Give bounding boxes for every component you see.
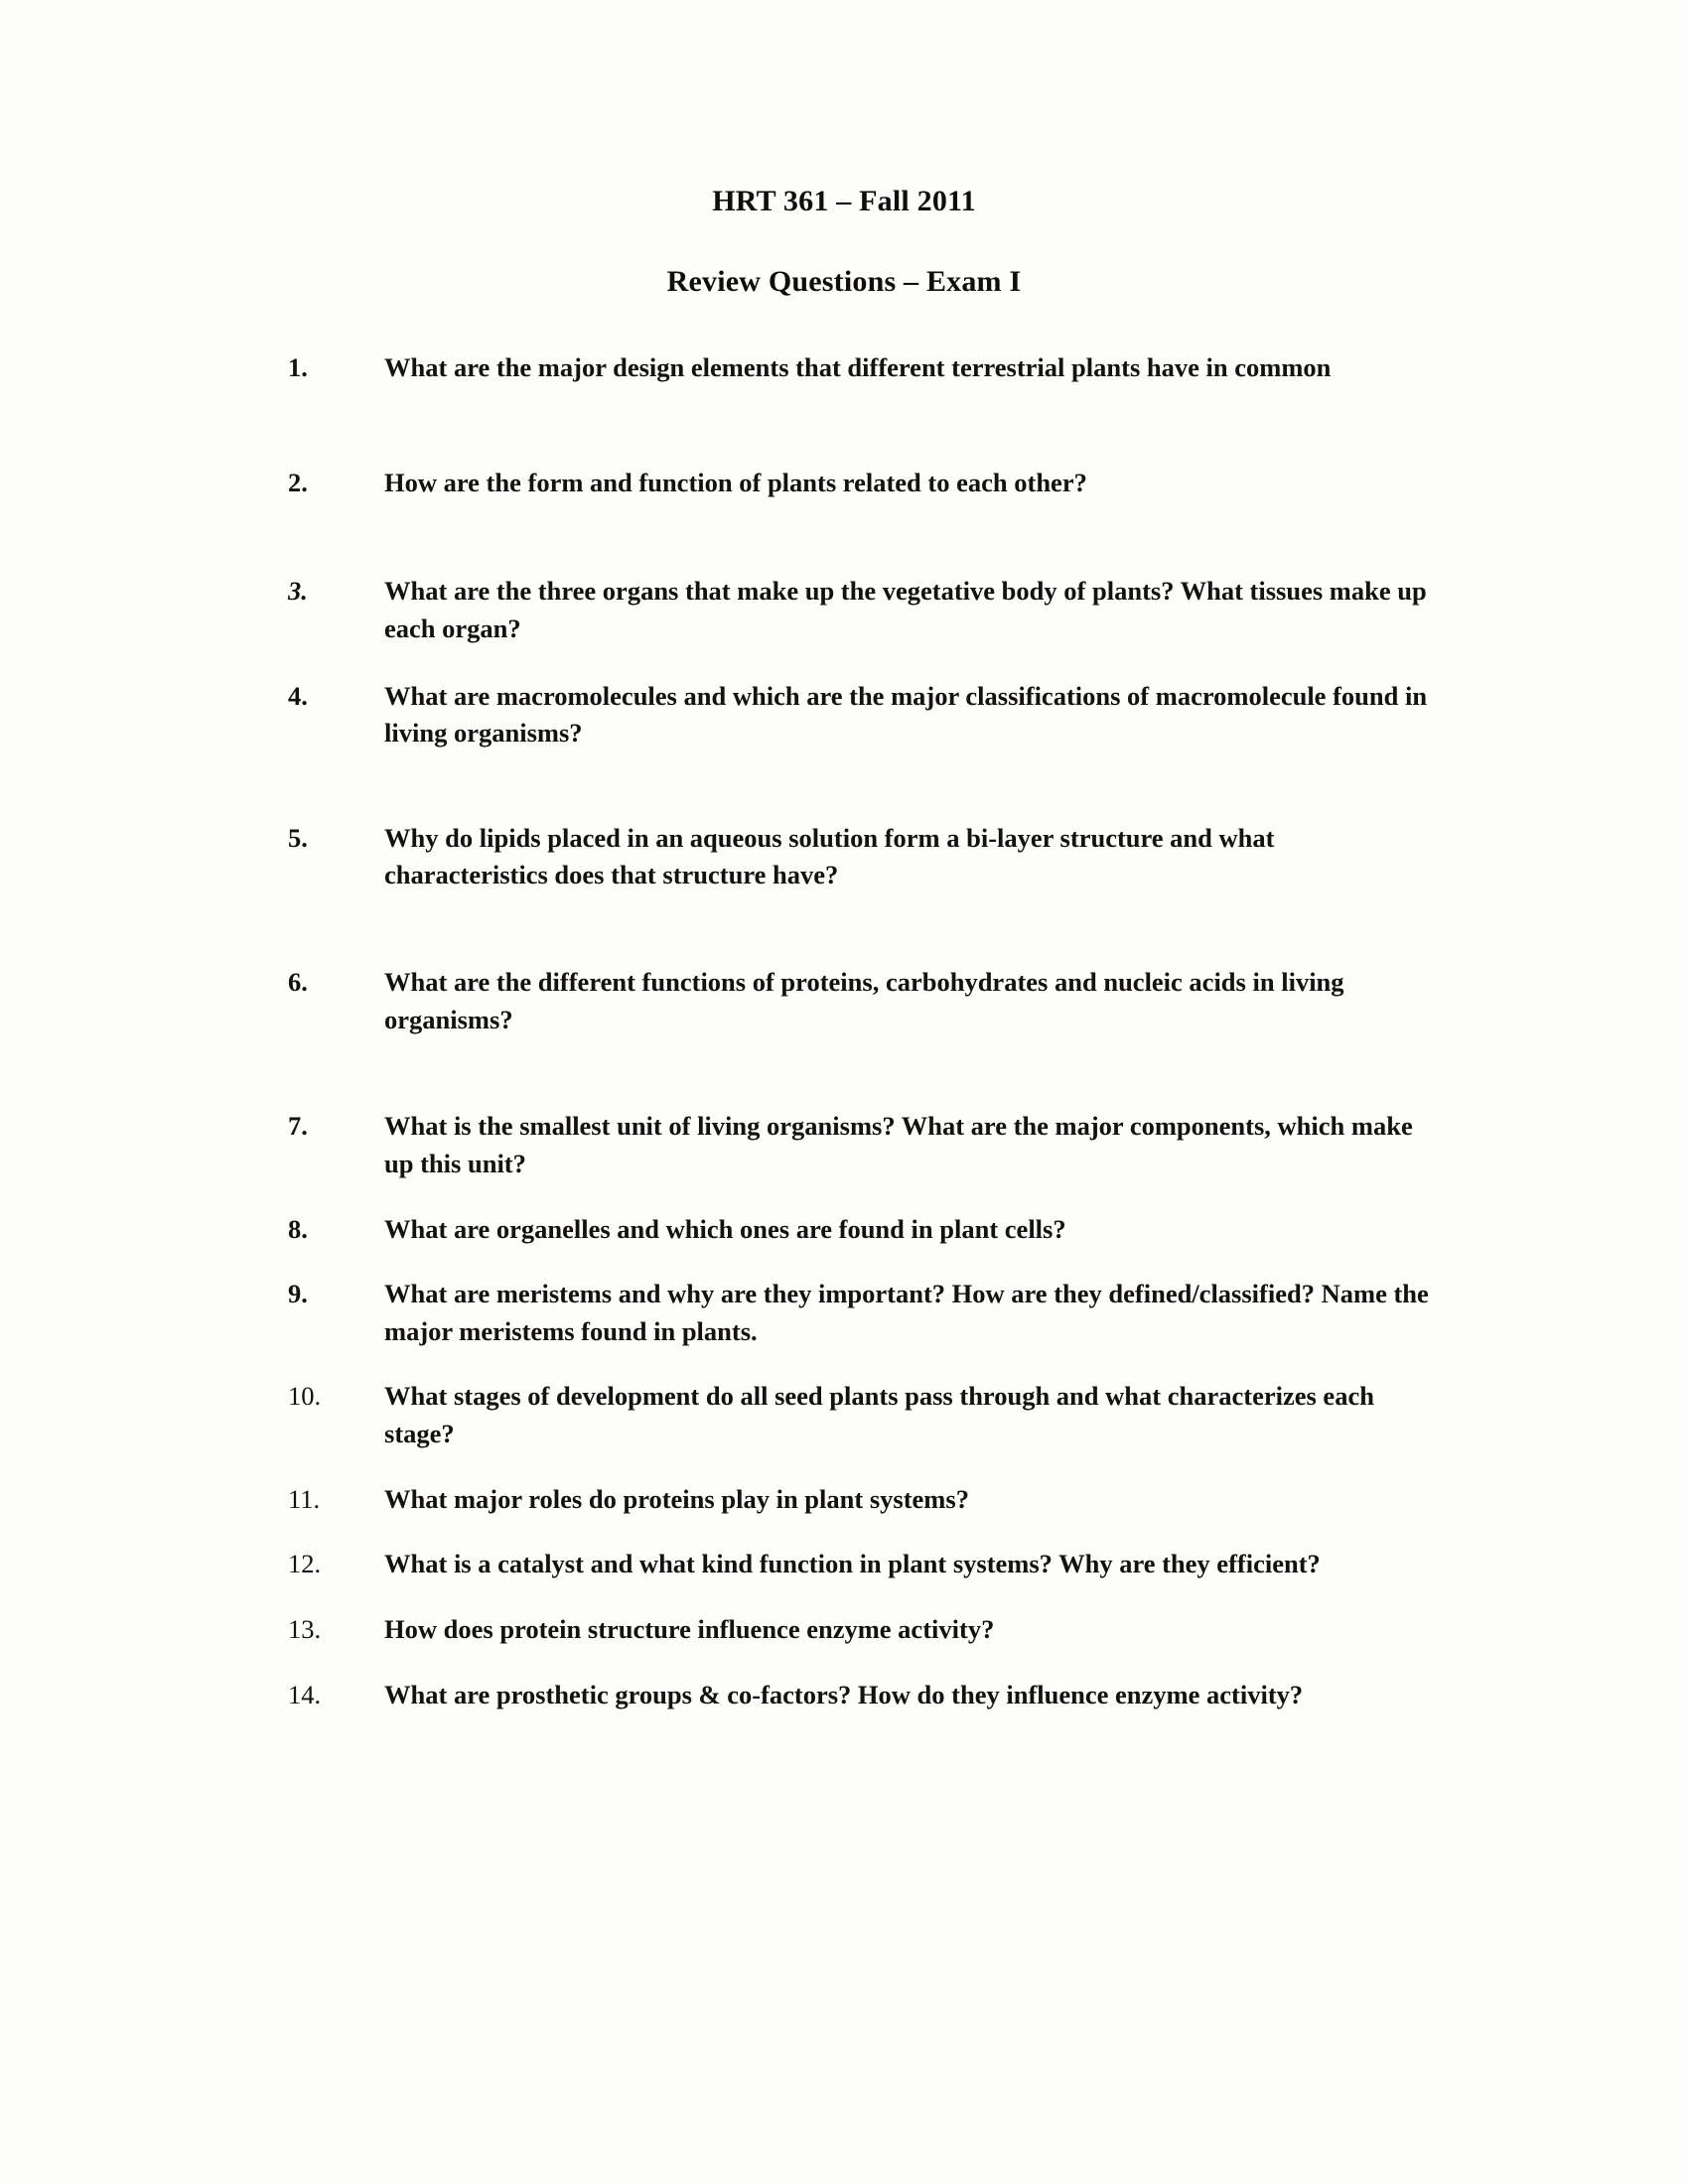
question-text: How are the form and function of plants related to each other? — [384, 467, 1087, 497]
question-item — [288, 1108, 1440, 1182]
question-text: What stages of development do all seed plants pass through and what characterizes each stage? — [384, 1381, 1374, 1448]
question-item — [288, 678, 1440, 752]
question-number: 4. — [288, 680, 308, 711]
question-item — [288, 964, 1440, 1038]
question-text: What are the different functions of proteins, carbohydrates and nucleic acids in living organisms? — [384, 967, 1344, 1034]
question-text: What is a catalyst and what kind function in plant systems? Why are they efficient? — [384, 1549, 1321, 1579]
question-number: 7. — [288, 1111, 308, 1142]
question-item — [288, 1276, 1440, 1350]
question-number: 13. — [288, 1613, 322, 1644]
question-item — [288, 465, 1440, 502]
page-subtitle: Review Questions – Exam I — [666, 265, 1022, 298]
question-number: 11. — [288, 1483, 321, 1514]
question-text: Why do lipids placed in an aqueous solution form a bi-layer structure and what characteristics does that structure have? — [384, 822, 1275, 890]
question-number: 1. — [288, 352, 308, 382]
question-list — [0, 349, 1688, 1713]
question-text: What are prosthetic groups & co-factors? How do they influence enzyme activity? — [384, 1679, 1304, 1709]
question-item — [288, 1677, 1440, 1714]
question-text: What are organelles and which ones are found in plant cells? — [384, 1213, 1066, 1244]
question-item — [288, 1611, 1440, 1649]
document-header — [0, 0, 1688, 300]
question-number: 10. — [288, 1381, 322, 1412]
question-number: 2. — [288, 467, 308, 497]
question-item — [288, 573, 1440, 647]
question-text: What are meristems and why are they important? How are they defined/classified? Name the major meristems found in plants. — [384, 1279, 1429, 1346]
question-text: What major roles do proteins play in plant systems? — [384, 1483, 969, 1514]
question-number: 5. — [288, 822, 308, 853]
question-text: What are the major design elements that different terrestrial plants have in common — [384, 352, 1332, 382]
question-item — [288, 1211, 1440, 1249]
question-number: 3. — [288, 576, 308, 607]
question-text: How does protein structure influence enzyme activity? — [384, 1613, 995, 1644]
question-item — [288, 1378, 1440, 1452]
question-number: 6. — [288, 967, 308, 997]
question-number: 9. — [288, 1279, 308, 1309]
question-item — [288, 820, 1440, 894]
question-text: What is the smallest unit of living organisms? What are the major components, which make up this unit? — [384, 1111, 1413, 1178]
question-item — [288, 1546, 1440, 1583]
question-number: 8. — [288, 1213, 308, 1244]
question-text: What are the three organs that make up the vegetative body of plants? What tissues make up each organ? — [384, 576, 1427, 643]
page-title: HRT 361 – Fall 2011 — [712, 185, 976, 217]
question-number: 14. — [288, 1679, 322, 1709]
question-item — [288, 1481, 1440, 1519]
question-number: 12. — [288, 1549, 322, 1579]
question-item — [288, 349, 1440, 387]
question-text: What are macromolecules and which are the major classifications of macromolecule found in living organisms? — [384, 680, 1428, 749]
